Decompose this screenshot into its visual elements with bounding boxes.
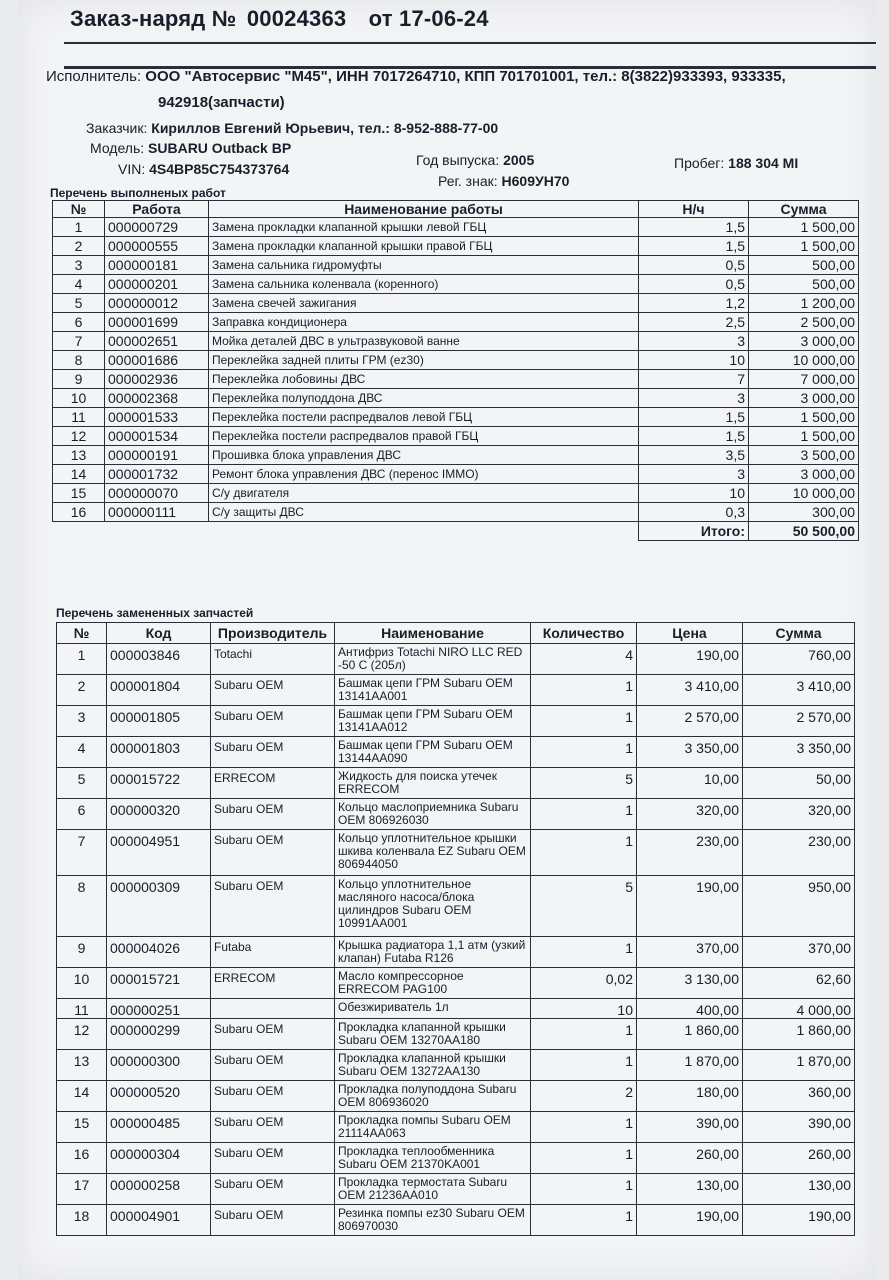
works-cell-sum: 3 500,00 — [749, 446, 859, 465]
works-table-row — [53, 446, 859, 465]
parts-cell-no: 9 — [57, 937, 107, 968]
parts-cell-man: ERRECOM — [211, 968, 335, 999]
parts-cell-man: Subaru OEM — [211, 799, 335, 830]
parts-cell-man: Subaru OEM — [211, 830, 335, 876]
parts-table-row — [57, 737, 855, 768]
works-table-row — [53, 351, 859, 370]
works-cell-name: Заправка кондиционера — [209, 313, 639, 332]
plate-label: Рег. знак: — [438, 173, 498, 189]
parts-cell-qty: 4 — [531, 644, 637, 675]
parts-cell-name: Прокладка термостата Subaru OEM 21236AA010 — [335, 1174, 531, 1205]
parts-cell-code: 000000520 — [107, 1081, 211, 1112]
vin-value: 4S4BP85C754373764 — [149, 161, 290, 177]
parts-cell-qty: 1 — [531, 675, 637, 706]
works-cell-no: 11 — [53, 408, 105, 427]
parts-cell-name: Обезжириватель 1л — [335, 999, 531, 1019]
parts-cell-price: 180,00 — [637, 1081, 743, 1112]
works-cell-sum: 3 000,00 — [749, 332, 859, 351]
parts-cell-no: 8 — [57, 876, 107, 937]
parts-cell-qty: 0,02 — [531, 968, 637, 999]
parts-cell-name: Резинка помпы ez30 Subaru OEM 806970030 — [335, 1205, 531, 1236]
parts-cell-code: 000003846 — [107, 644, 211, 675]
parts-cell-man: Subaru OEM — [211, 876, 335, 937]
parts-cell-qty: 1 — [531, 799, 637, 830]
parts-cell-name: Прокладка полуподдона Subaru OEM 806936020 — [335, 1081, 531, 1112]
works-cell-sum: 7 000,00 — [749, 370, 859, 389]
works-cell-no: 9 — [53, 370, 105, 389]
plate-line — [438, 173, 569, 189]
parts-cell-code: 000001805 — [107, 706, 211, 737]
works-cell-sum: 500,00 — [749, 256, 859, 275]
parts-cell-sum: 3 350,00 — [743, 737, 855, 768]
works-cell-code: 000000111 — [105, 503, 209, 522]
parts-cell-sum: 1 870,00 — [743, 1050, 855, 1081]
parts-cell-sum: 260,00 — [743, 1143, 855, 1174]
parts-cell-code: 000000304 — [107, 1143, 211, 1174]
parts-cell-name: Антифриз Totachi NIRO LLC RED -50 C (205л) — [335, 644, 531, 675]
parts-cell-no: 18 — [57, 1205, 107, 1236]
works-table-row — [53, 294, 859, 313]
parts-cell-price: 260,00 — [637, 1143, 743, 1174]
parts-cell-no: 7 — [57, 830, 107, 876]
parts-cell-price: 10,00 — [637, 768, 743, 799]
parts-cell-sum: 3 410,00 — [743, 675, 855, 706]
parts-cell-qty: 1 — [531, 1019, 637, 1050]
works-cell-code: 000001534 — [105, 427, 209, 446]
parts-cell-qty: 1 — [531, 1205, 637, 1236]
parts-cell-no: 14 — [57, 1081, 107, 1112]
parts-cell-no: 4 — [57, 737, 107, 768]
parts-cell-sum: 390,00 — [743, 1112, 855, 1143]
parts-table-row — [57, 1019, 855, 1050]
parts-cell-sum: 2 570,00 — [743, 706, 855, 737]
parts-cell-price: 390,00 — [637, 1112, 743, 1143]
works-cell-no: 16 — [53, 503, 105, 522]
parts-table-row — [57, 675, 855, 706]
parts-cell-sum: 130,00 — [743, 1174, 855, 1205]
works-cell-no: 8 — [53, 351, 105, 370]
works-cell-name: С/у двигателя — [209, 484, 639, 503]
works-cell-nh: 1,5 — [639, 237, 749, 256]
works-cell-nh: 2,5 — [639, 313, 749, 332]
works-header-name: Наименование работы — [209, 201, 639, 218]
works-table-row — [53, 427, 859, 446]
vin-line — [118, 161, 289, 177]
model-line — [90, 140, 291, 156]
parts-section-title: Перечень замененных запчастей — [56, 606, 254, 620]
works-table-row — [53, 332, 859, 351]
works-cell-code: 000001686 — [105, 351, 209, 370]
parts-cell-sum: 4 000,00 — [743, 999, 855, 1019]
title-divider-top — [64, 42, 876, 44]
works-cell-no: 4 — [53, 275, 105, 294]
parts-cell-qty: 5 — [531, 768, 637, 799]
works-table-row — [53, 484, 859, 503]
works-cell-nh: 3 — [639, 332, 749, 351]
parts-header-price: Цена — [637, 623, 743, 644]
parts-cell-name: Кольцо уплотнительное масляного насоса/блока цилиндров Subaru OEM 10991AA001 — [335, 876, 531, 937]
executor-line — [46, 68, 786, 85]
parts-cell-qty: 5 — [531, 876, 637, 937]
vin-label: VIN: — [118, 161, 146, 177]
parts-cell-name: Прокладка помпы Subaru OEM 21114AA063 — [335, 1112, 531, 1143]
parts-cell-man: Futaba — [211, 937, 335, 968]
parts-cell-no: 12 — [57, 1019, 107, 1050]
works-cell-code: 000000729 — [105, 218, 209, 237]
year-value: 2005 — [503, 152, 535, 168]
parts-cell-name: Прокладка теплообменника Subaru OEM 21370KA001 — [335, 1143, 531, 1174]
parts-cell-price: 190,00 — [637, 644, 743, 675]
parts-cell-price: 190,00 — [637, 1205, 743, 1236]
parts-cell-code: 000000258 — [107, 1174, 211, 1205]
works-cell-sum: 2 500,00 — [749, 313, 859, 332]
model-value: SUBARU Outback BP — [148, 140, 292, 156]
works-cell-name: Переклейка лобовины ДВС — [209, 370, 639, 389]
works-total-row — [53, 522, 859, 541]
parts-table-row — [57, 830, 855, 876]
works-header-sum: Сумма — [749, 201, 859, 218]
works-cell-sum: 500,00 — [749, 275, 859, 294]
works-cell-sum: 1 500,00 — [749, 427, 859, 446]
works-cell-nh: 1,5 — [639, 427, 749, 446]
parts-cell-name: Прокладка клапанной крышки Subaru OEM 13272AA130 — [335, 1050, 531, 1081]
parts-table-row — [57, 1143, 855, 1174]
title-label: Заказ-наряд № — [70, 6, 237, 31]
parts-table-row — [57, 937, 855, 968]
works-section-title: Перечень выполненых работ — [50, 186, 226, 200]
works-cell-no: 2 — [53, 237, 105, 256]
works-cell-sum: 1 500,00 — [749, 408, 859, 427]
works-cell-name: Переклейка полуподдона ДВС — [209, 389, 639, 408]
works-cell-sum: 10 000,00 — [749, 351, 859, 370]
works-header-row — [53, 201, 859, 218]
works-cell-nh: 3 — [639, 465, 749, 484]
parts-cell-no: 3 — [57, 706, 107, 737]
parts-cell-qty: 1 — [531, 830, 637, 876]
parts-header-name: Наименование — [335, 623, 531, 644]
works-cell-name: Ремонт блока управления ДВС (перенос IMMO) — [209, 465, 639, 484]
parts-cell-price: 1 860,00 — [637, 1019, 743, 1050]
parts-cell-man: ERRECOM — [211, 768, 335, 799]
works-cell-sum: 10 000,00 — [749, 484, 859, 503]
works-table-row — [53, 465, 859, 484]
parts-table-row — [57, 999, 855, 1019]
works-table — [52, 200, 859, 541]
works-cell-nh: 3 — [639, 389, 749, 408]
document-page — [18, 0, 876, 1280]
parts-table-row — [57, 799, 855, 830]
works-cell-code: 000002368 — [105, 389, 209, 408]
parts-cell-man: Subaru OEM — [211, 1019, 335, 1050]
parts-cell-no: 2 — [57, 675, 107, 706]
parts-cell-qty: 1 — [531, 737, 637, 768]
works-cell-no: 15 — [53, 484, 105, 503]
parts-cell-price: 400,00 — [637, 999, 743, 1019]
works-cell-name: Замена прокладки клапанной крышки левой ГБЦ — [209, 218, 639, 237]
parts-cell-qty: 1 — [531, 1050, 637, 1081]
executor-label: Исполнитель: — [46, 68, 142, 85]
parts-cell-no: 6 — [57, 799, 107, 830]
parts-cell-man: Subaru OEM — [211, 1112, 335, 1143]
works-cell-no: 14 — [53, 465, 105, 484]
parts-cell-no: 16 — [57, 1143, 107, 1174]
parts-cell-code: 000004026 — [107, 937, 211, 968]
executor-value-2: 942918(запчасти) — [158, 94, 285, 111]
works-cell-no: 7 — [53, 332, 105, 351]
parts-table-row — [57, 968, 855, 999]
parts-cell-price: 370,00 — [637, 937, 743, 968]
parts-cell-man: Subaru OEM — [211, 1205, 335, 1236]
works-cell-no: 6 — [53, 313, 105, 332]
executor-line-2 — [158, 94, 285, 111]
parts-cell-man: Subaru OEM — [211, 706, 335, 737]
works-cell-code: 000000191 — [105, 446, 209, 465]
works-cell-sum: 3 000,00 — [749, 389, 859, 408]
parts-cell-sum: 360,00 — [743, 1081, 855, 1112]
works-table-row — [53, 370, 859, 389]
works-table-row — [53, 256, 859, 275]
parts-cell-name: Прокладка клапанной крышки Subaru OEM 13270AA180 — [335, 1019, 531, 1050]
works-cell-nh: 1,2 — [639, 294, 749, 313]
works-cell-code: 000001699 — [105, 313, 209, 332]
parts-cell-man: Totachi — [211, 644, 335, 675]
works-cell-name: Переклейка задней плиты ГРМ (ez30) — [209, 351, 639, 370]
parts-cell-no: 11 — [57, 999, 107, 1019]
parts-cell-code: 000004951 — [107, 830, 211, 876]
works-cell-no: 13 — [53, 446, 105, 465]
parts-cell-no: 15 — [57, 1112, 107, 1143]
works-cell-name: Замена свечей зажигания — [209, 294, 639, 313]
works-cell-name: Прошивка блока управления ДВС — [209, 446, 639, 465]
customer-label: Заказчик: — [86, 120, 148, 136]
works-cell-nh: 0,5 — [639, 256, 749, 275]
works-header-nh: Н/ч — [639, 201, 749, 218]
works-total-value: 50 500,00 — [749, 522, 859, 541]
works-cell-sum: 300,00 — [749, 503, 859, 522]
works-cell-name: Замена прокладки клапанной крышки правой ГБЦ — [209, 237, 639, 256]
parts-cell-code: 000000251 — [107, 999, 211, 1019]
works-cell-name: С/у защиты ДВС — [209, 503, 639, 522]
works-cell-name: Переклейка постели распредвалов левой ГБЦ — [209, 408, 639, 427]
parts-header-qty: Количество — [531, 623, 637, 644]
parts-cell-man: Subaru OEM — [211, 1081, 335, 1112]
works-cell-nh: 3,5 — [639, 446, 749, 465]
works-table-row — [53, 237, 859, 256]
mileage-label: Пробег: — [674, 155, 725, 171]
parts-cell-qty: 10 — [531, 999, 637, 1019]
parts-cell-no: 17 — [57, 1174, 107, 1205]
works-cell-no: 10 — [53, 389, 105, 408]
works-header-code: Работа — [105, 201, 209, 218]
works-table-row — [53, 313, 859, 332]
works-cell-code: 000001533 — [105, 408, 209, 427]
parts-cell-qty: 1 — [531, 706, 637, 737]
parts-table-row — [57, 1081, 855, 1112]
works-cell-code: 000000555 — [105, 237, 209, 256]
parts-header-sum: Сумма — [743, 623, 855, 644]
works-cell-code: 000000070 — [105, 484, 209, 503]
parts-cell-price: 190,00 — [637, 876, 743, 937]
parts-cell-price: 1 870,00 — [637, 1050, 743, 1081]
works-table-row — [53, 218, 859, 237]
parts-cell-qty: 1 — [531, 1112, 637, 1143]
plate-value: Н609УН70 — [501, 173, 570, 189]
parts-cell-code: 000000485 — [107, 1112, 211, 1143]
parts-cell-code: 000000300 — [107, 1050, 211, 1081]
works-cell-name: Переклейка постели распредвалов правой ГБЦ — [209, 427, 639, 446]
date-label: от — [368, 6, 393, 31]
parts-cell-no: 10 — [57, 968, 107, 999]
parts-cell-code: 000000309 — [107, 876, 211, 937]
parts-cell-sum: 760,00 — [743, 644, 855, 675]
works-cell-code: 000002936 — [105, 370, 209, 389]
year-label: Год выпуска: — [416, 152, 500, 168]
parts-cell-man: Subaru OEM — [211, 1050, 335, 1081]
parts-cell-name: Кольцо маслоприемника Subaru OEM 806926030 — [335, 799, 531, 830]
parts-table-row — [57, 1205, 855, 1236]
parts-cell-sum: 190,00 — [743, 1205, 855, 1236]
parts-table-row — [57, 876, 855, 937]
works-cell-no: 1 — [53, 218, 105, 237]
works-table-row — [53, 275, 859, 294]
parts-cell-price: 320,00 — [637, 799, 743, 830]
works-cell-nh: 1,5 — [639, 408, 749, 427]
parts-cell-man — [211, 999, 335, 1019]
parts-cell-no: 1 — [57, 644, 107, 675]
works-table-row — [53, 503, 859, 522]
parts-table — [56, 622, 855, 1236]
parts-cell-price: 3 410,00 — [637, 675, 743, 706]
works-cell-nh: 0,5 — [639, 275, 749, 294]
parts-cell-code: 000015721 — [107, 968, 211, 999]
parts-cell-name: Башмак цепи ГРМ Subaru OEM 13144AA090 — [335, 737, 531, 768]
parts-table-row — [57, 706, 855, 737]
works-cell-sum: 1 500,00 — [749, 237, 859, 256]
parts-cell-name: Башмак цепи ГРМ Subaru OEM 13141AA012 — [335, 706, 531, 737]
works-cell-nh: 1,5 — [639, 218, 749, 237]
works-cell-no: 12 — [53, 427, 105, 446]
mileage-line — [674, 155, 798, 171]
mileage-value: 188 304 MI — [728, 155, 799, 171]
parts-cell-code: 000004901 — [107, 1205, 211, 1236]
order-number: 00024363 — [246, 6, 347, 31]
works-cell-nh: 7 — [639, 370, 749, 389]
works-cell-no: 3 — [53, 256, 105, 275]
works-table-row — [53, 408, 859, 427]
parts-cell-sum: 370,00 — [743, 937, 855, 968]
parts-table-row — [57, 644, 855, 675]
parts-cell-qty: 1 — [531, 1174, 637, 1205]
works-cell-code: 000002651 — [105, 332, 209, 351]
parts-cell-code: 000000320 — [107, 799, 211, 830]
parts-table-row — [57, 1174, 855, 1205]
parts-cell-name: Кольцо уплотнительное крышки шкива коленвала EZ Subaru OEM 806944050 — [335, 830, 531, 876]
parts-cell-man: Subaru OEM — [211, 737, 335, 768]
works-cell-code: 000000201 — [105, 275, 209, 294]
parts-table-row — [57, 1112, 855, 1143]
works-cell-nh: 10 — [639, 351, 749, 370]
works-header-no: № — [53, 201, 105, 218]
works-cell-code: 000001732 — [105, 465, 209, 484]
works-cell-code: 000000012 — [105, 294, 209, 313]
parts-cell-code: 000001803 — [107, 737, 211, 768]
works-total-label: Итого: — [639, 522, 749, 541]
parts-cell-price: 230,00 — [637, 830, 743, 876]
parts-cell-qty: 2 — [531, 1081, 637, 1112]
executor-value: ООО "Автосервис "М45", ИНН 7017264710, КПП 701701001, тел.: 8(3822)933393, 933335, — [145, 68, 786, 85]
page-title — [70, 6, 489, 32]
works-cell-name: Замена сальника гидромуфты — [209, 256, 639, 275]
parts-cell-no: 5 — [57, 768, 107, 799]
parts-cell-price: 130,00 — [637, 1174, 743, 1205]
parts-cell-name: Масло компрессорное ERRECOM PAG100 — [335, 968, 531, 999]
parts-cell-code: 000001804 — [107, 675, 211, 706]
parts-cell-sum: 50,00 — [743, 768, 855, 799]
parts-cell-man: Subaru OEM — [211, 1174, 335, 1205]
parts-cell-sum: 1 860,00 — [743, 1019, 855, 1050]
customer-value: Кириллов Евгений Юрьевич, тел.: 8-952-888-77-00 — [151, 120, 499, 136]
parts-cell-sum: 950,00 — [743, 876, 855, 937]
parts-table-row — [57, 768, 855, 799]
works-cell-no: 5 — [53, 294, 105, 313]
parts-cell-sum: 320,00 — [743, 799, 855, 830]
parts-cell-name: Крышка радиатора 1,1 атм (узкий клапан) Futaba R126 — [335, 937, 531, 968]
customer-line — [86, 120, 498, 136]
parts-cell-man: Subaru OEM — [211, 1143, 335, 1174]
order-date: 17-06-24 — [399, 6, 489, 31]
works-cell-code: 000000181 — [105, 256, 209, 275]
year-line — [416, 152, 534, 168]
parts-cell-price: 3 130,00 — [637, 968, 743, 999]
parts-cell-man: Subaru OEM — [211, 675, 335, 706]
parts-header-code: Код — [107, 623, 211, 644]
parts-cell-price: 3 350,00 — [637, 737, 743, 768]
model-label: Модель: — [90, 140, 145, 156]
parts-cell-no: 13 — [57, 1050, 107, 1081]
parts-cell-sum: 230,00 — [743, 830, 855, 876]
parts-header-man: Производитель — [211, 623, 335, 644]
parts-cell-qty: 1 — [531, 937, 637, 968]
works-cell-sum: 1 500,00 — [749, 218, 859, 237]
parts-cell-code: 000000299 — [107, 1019, 211, 1050]
parts-cell-sum: 62,60 — [743, 968, 855, 999]
works-table-row — [53, 389, 859, 408]
parts-header-row — [57, 623, 855, 644]
works-cell-sum: 1 200,00 — [749, 294, 859, 313]
parts-cell-name: Жидкость для поиска утечек ERRECOM — [335, 768, 531, 799]
parts-table-row — [57, 1050, 855, 1081]
works-cell-sum: 3 000,00 — [749, 465, 859, 484]
parts-cell-name: Башмак цепи ГРМ Subaru OEM 13141AA001 — [335, 675, 531, 706]
parts-cell-code: 000015722 — [107, 768, 211, 799]
works-cell-name: Замена сальника коленвала (коренного) — [209, 275, 639, 294]
parts-cell-price: 2 570,00 — [637, 706, 743, 737]
parts-header-no: № — [57, 623, 107, 644]
works-cell-nh: 0,3 — [639, 503, 749, 522]
works-cell-nh: 10 — [639, 484, 749, 503]
parts-cell-qty: 1 — [531, 1143, 637, 1174]
works-cell-name: Мойка деталей ДВС в ультразвуковой ванне — [209, 332, 639, 351]
